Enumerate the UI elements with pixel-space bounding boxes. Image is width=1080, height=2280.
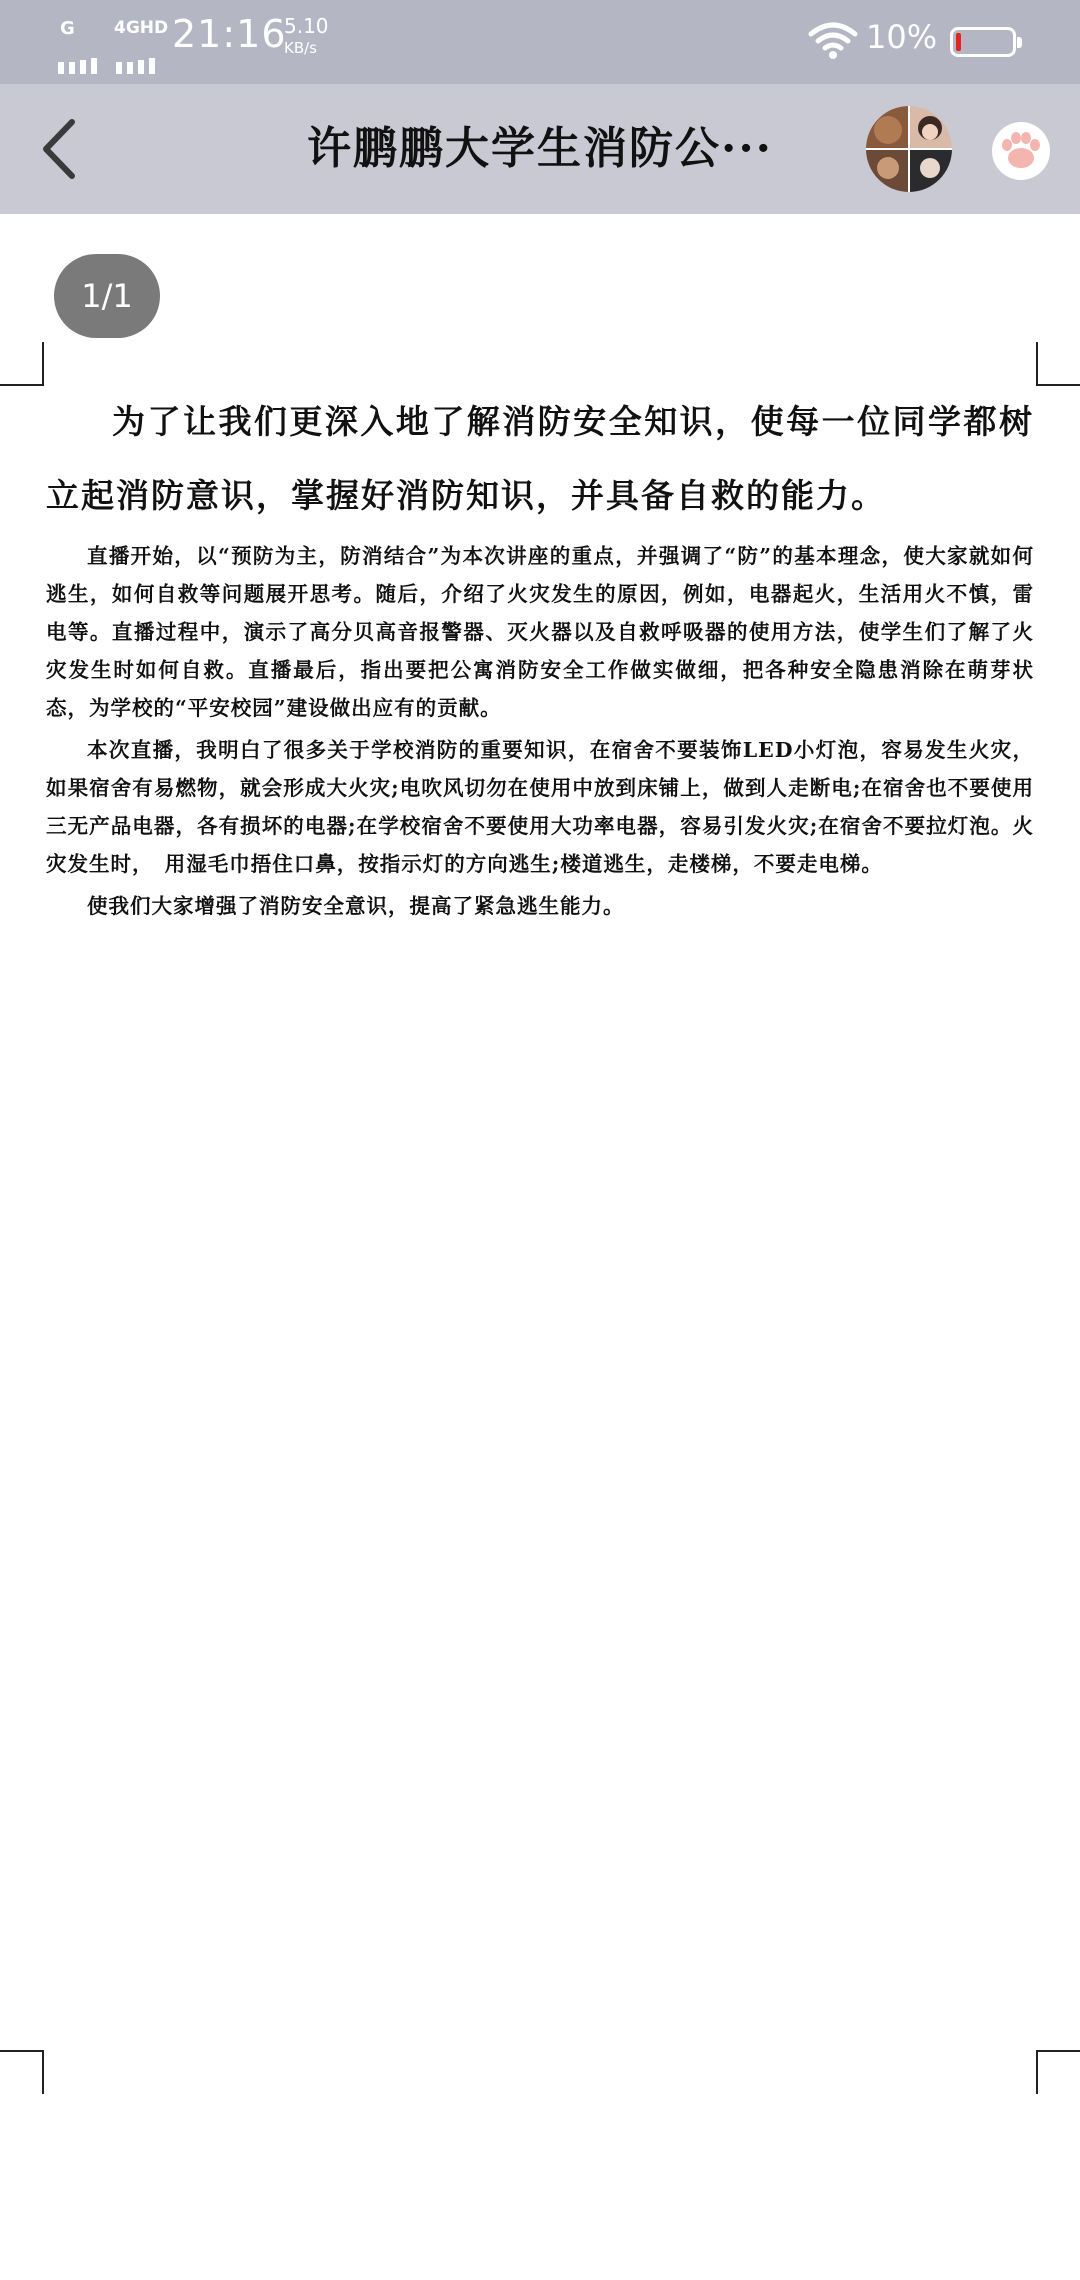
sim1-network-label: G — [60, 18, 75, 39]
document-body — [46, 385, 1034, 925]
crop-mark-bottom-left — [0, 2050, 44, 2094]
wifi-icon — [808, 20, 858, 60]
battery-level-fill — [956, 33, 961, 51]
network-speed — [284, 16, 329, 56]
network-speed-unit: KB/s — [284, 39, 317, 57]
document-paragraph-2: 本次直播，我明白了很多关于学校消防的重要知识，在宿舍不要装饰LED小灯泡，容易发生火灾，如果宿舍有易燃物，就会形成大火灾;电吹风切勿在使用中放到床铺上，做到人走断电;在宿舍也不要使用三无产品电器，各有损坏的电器;在学校宿舍不要使用大功率电器，容易引发火灾;在宿舍不要拉灯泡。火灾发生时， 用湿毛巾捂住口鼻，按指示灯的方向逃生;楼道逃生，走楼梯，不要走电梯。 — [46, 738, 1034, 876]
crop-mark-bottom-right — [1036, 2050, 1080, 2094]
document-headline: 为了让我们更深入地了解消防安全知识，使每一位同学都树立起消防意识，掌握好消防知识，并具备自救的能力。 — [46, 402, 1034, 515]
network-speed-value: 5.10 — [284, 14, 329, 38]
sim2-network-label: 4GHD — [114, 18, 169, 38]
status-time: 21:16 — [172, 12, 287, 56]
battery-percent: 10% — [866, 18, 938, 56]
page-title: 许鹏鹏大学生消防公··· — [307, 123, 773, 174]
crop-mark-top-right — [1036, 342, 1080, 386]
battery-icon — [950, 27, 1016, 57]
group-avatar[interactable] — [866, 106, 952, 192]
top-app-bar — [0, 84, 1080, 214]
status-bar — [0, 0, 1080, 84]
crop-mark-top-left — [0, 342, 44, 386]
document-paragraph-3: 使我们大家增强了消防安全意识，提高了紧急逃生能力。 — [87, 894, 625, 918]
back-button[interactable] — [30, 114, 90, 184]
paw-icon[interactable] — [990, 120, 1052, 182]
page-indicator-badge: 1/1 — [54, 254, 160, 338]
document-paragraph-1: 直播开始，以“预防为主，防消结合”为本次讲座的重点，并强调了“防”的基本理念，使大家就如何逃生，如何自救等问题展开思考。随后，介绍了火灾发生的原因，例如，电器起火，生活用火不慎，雷电等。直播过程中，演示了高分贝高音报警器、灭火器以及自救呼吸器的使用方法，使学生们了解了火灾发生时如何自救。直播最后，指出要把公寓消防安全工作做实做细，把各种安全隐患消除在萌芽状态，为学校的“平安校园”建设做出应有的贡献。 — [46, 544, 1034, 720]
